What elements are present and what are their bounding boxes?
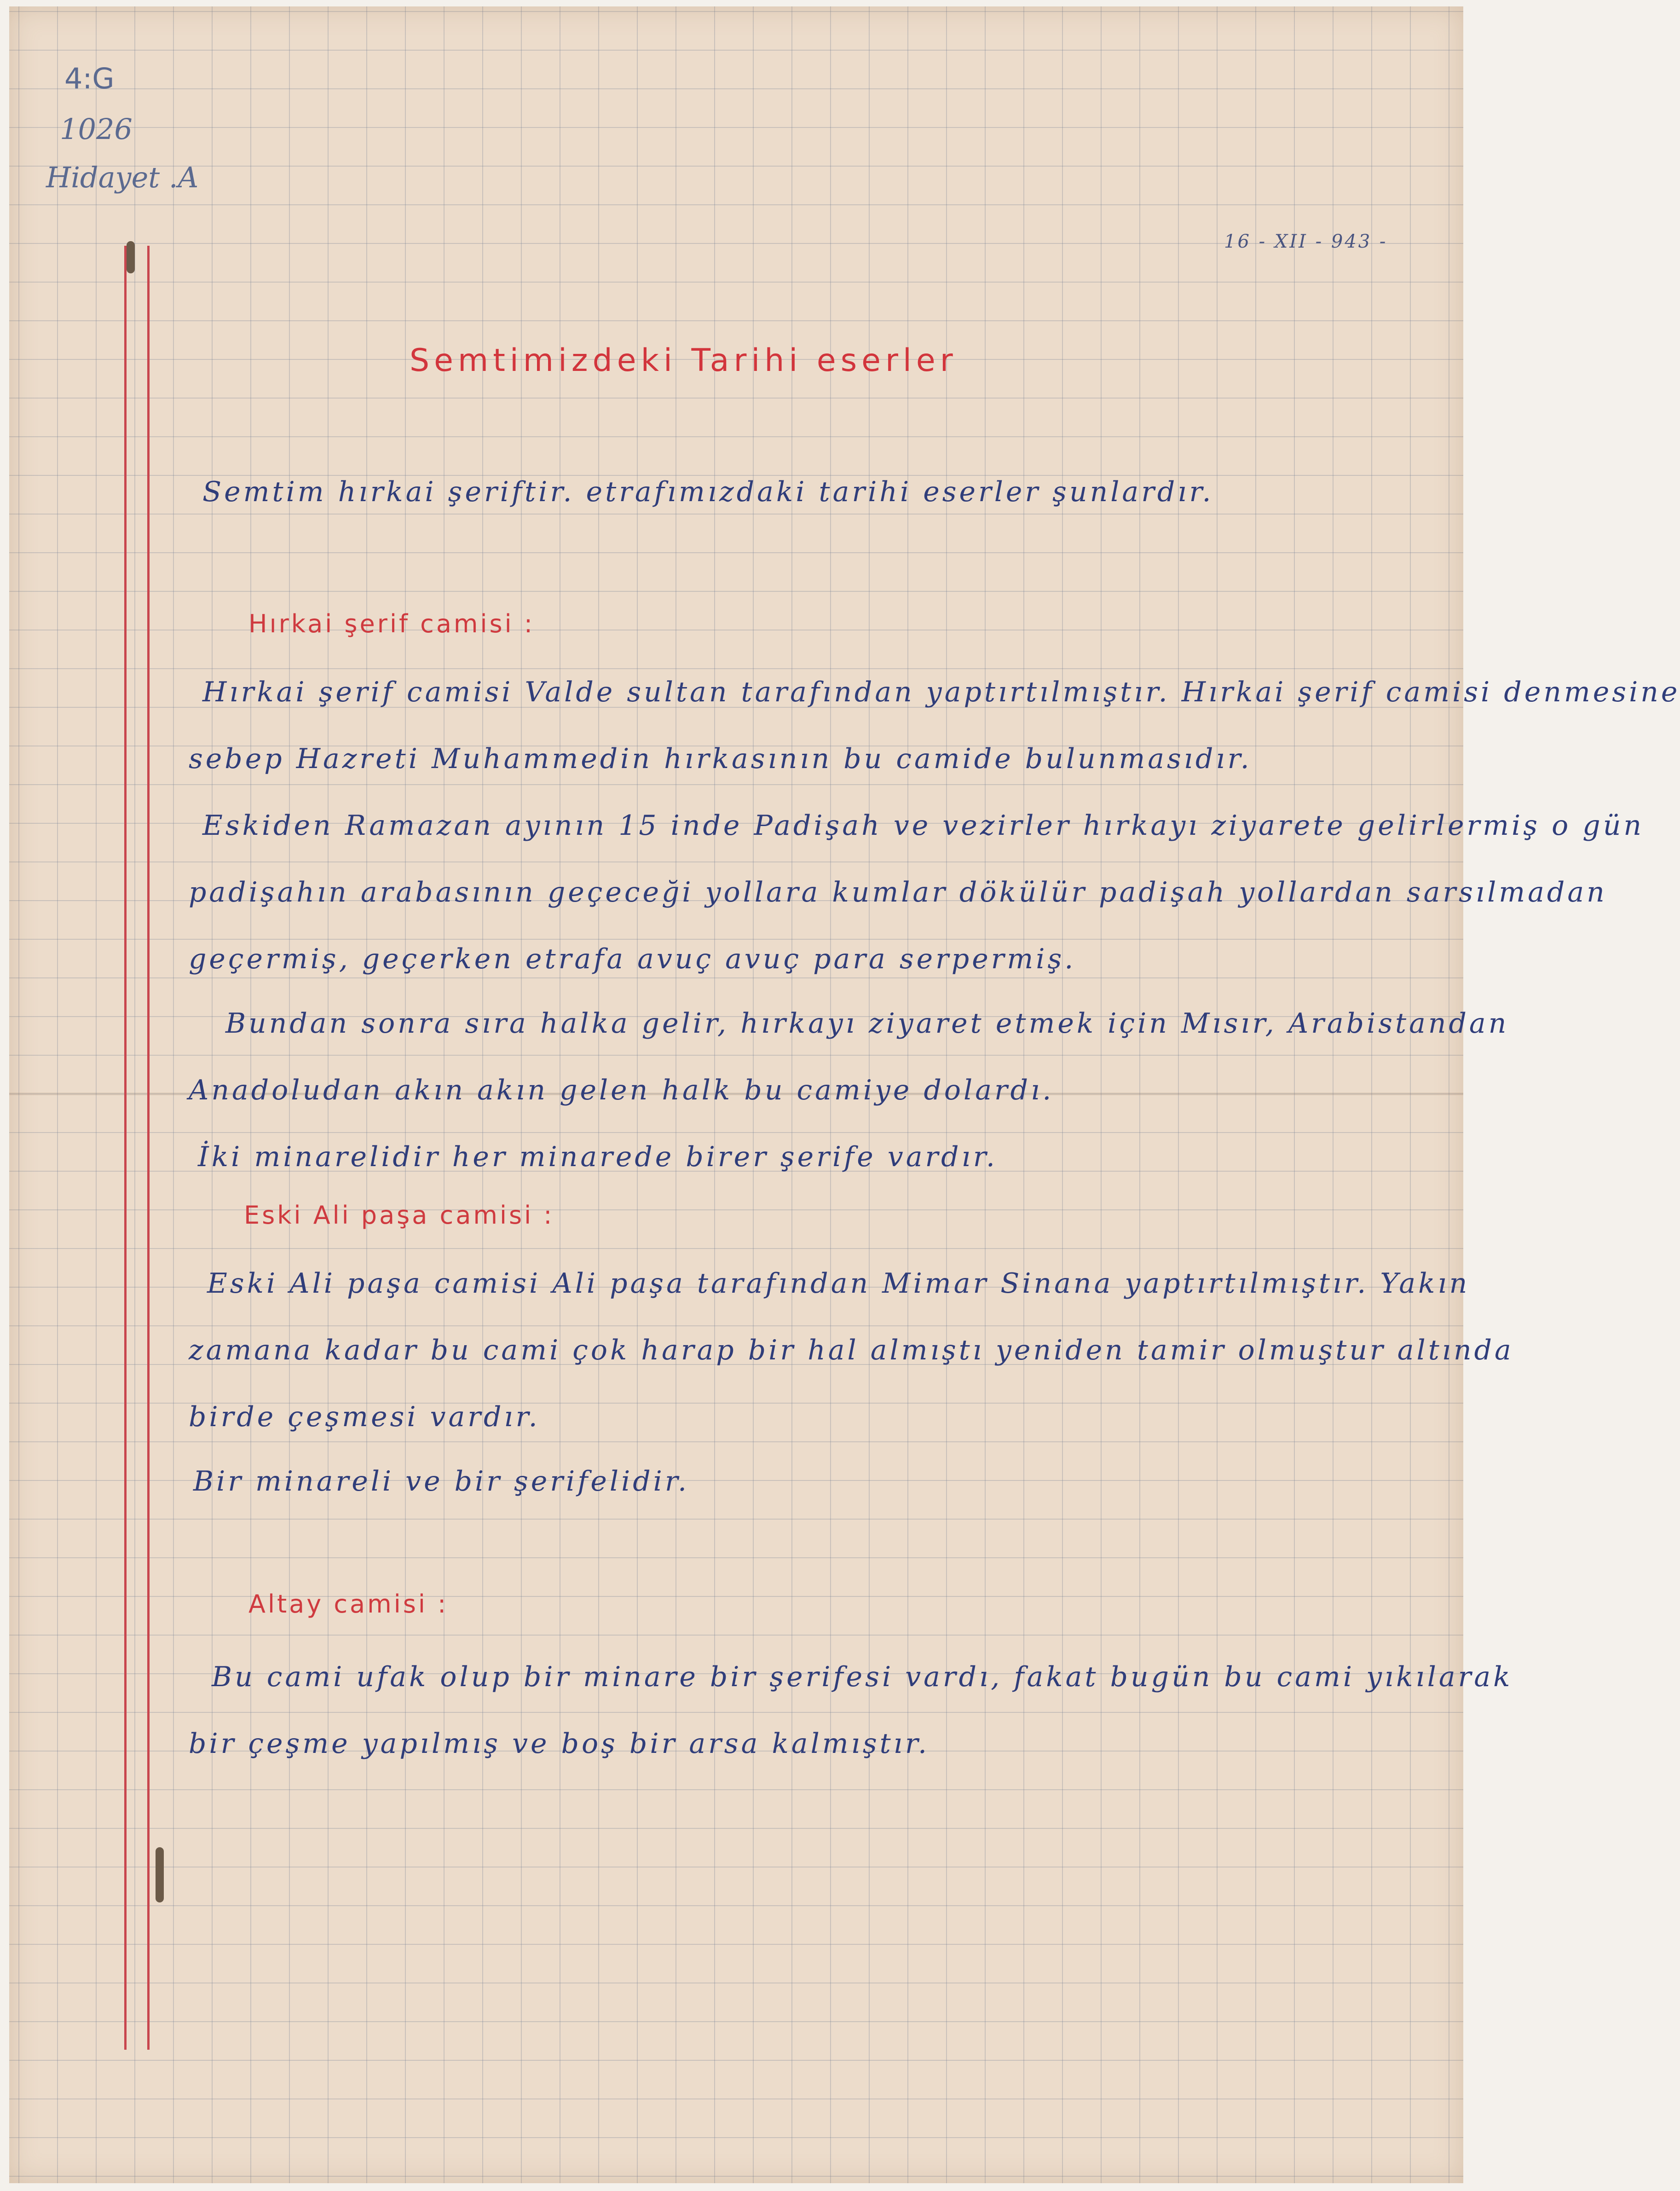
text-line: Anadoludan akın akın gelen halk bu camiye dolardı. [189, 1074, 1054, 1106]
staple-mark-bottom [156, 1847, 164, 1902]
corner-note-number: 1026 [60, 112, 133, 146]
text-line: Eskiden Ramazan ayının 15 inde Padişah ve vezirler hırkayı ziyarete gelirlermiş o gün [202, 809, 1644, 842]
text-line: Hırkai şerif camisi Valde sultan tarafından yaptırtılmıştır. Hırkai şerif camisi denmesine [202, 676, 1680, 708]
text-line: İki minarelidir her minarede birer şerife vardır. [198, 1141, 998, 1173]
text-line: sebep Hazreti Muhammedin hırkasının bu camide bulunmasıdır. [189, 743, 1252, 775]
section-heading-altay: Altay camisi : [248, 1590, 449, 1619]
margin-line-left [124, 246, 127, 2050]
text-line: Bir minareli ve bir şerifelidir. [193, 1465, 690, 1497]
notebook-page [9, 6, 1680, 2183]
staple-mark-top [127, 241, 135, 273]
text-line: Bundan sonra sıra halka gelir, hırkayı ziyaret etmek için Mısır, Arabistandan [225, 1007, 1509, 1040]
date: 16 - XII - 943 - [1224, 231, 1388, 252]
section-heading-eski-ali-pasa: Eski Ali paşa camisi : [244, 1201, 554, 1230]
text-line: Eski Ali paşa camisi Ali paşa tarafından Mimar Sinana yaptırtılmıştır. Yakın [207, 1267, 1470, 1300]
page-title: Semtimizdeki Tarihi eserler [410, 342, 958, 379]
section-heading-hirkai-serif: Hırkai şerif camisi : [248, 609, 535, 638]
corner-note-name: Hidayet .A [46, 161, 199, 194]
text-line: padişahın arabasının geçeceği yollara kumlar dökülür padişah yollardan sarsılmadan [189, 876, 1607, 908]
text-line: birde çeşmesi vardır. [189, 1401, 540, 1433]
text-line: bir çeşme yapılmış ve boş bir arsa kalmıştır. [189, 1728, 930, 1760]
intro-line: Semtim hırkai şeriftir. etrafımızdaki tarihi eserler şunlardır. [202, 476, 1214, 508]
text-line: Bu cami ufak olup bir minare bir şerifesi vardı, fakat bugün bu cami yıkılarak [212, 1661, 1513, 1693]
text-line: zamana kadar bu cami çok harap bir hal almıştı yeniden tamir olmuştur altında [189, 1334, 1514, 1366]
margin-line-right [147, 246, 150, 2050]
corner-note-class: 4:G [64, 62, 115, 95]
text-line: geçermiş, geçerken etrafa avuç avuç para serpermiş. [189, 943, 1076, 975]
